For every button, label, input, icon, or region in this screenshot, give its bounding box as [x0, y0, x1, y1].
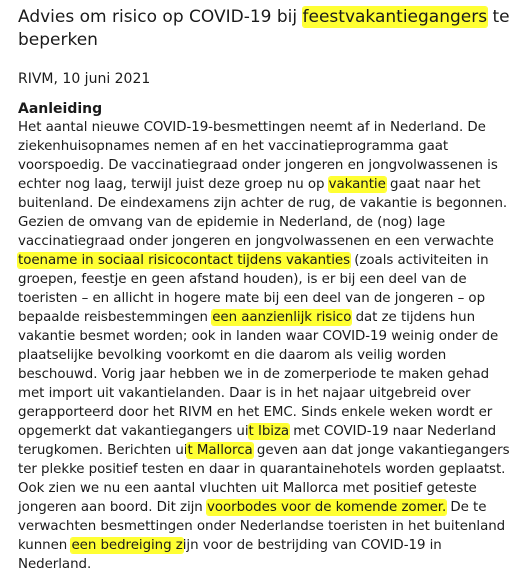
- body-text: (zoals activiteiten in: [350, 253, 489, 268]
- body-line: [18, 536, 518, 555]
- body-line: [18, 460, 518, 479]
- body-text: Het aantal nieuwe COVID-19-besmettingen neemt af in Nederland. De: [18, 120, 486, 135]
- body-text: opgemerkt dat vakantiegangers ui: [18, 424, 249, 439]
- body-text: buitenland. De eindexamens zijn achter de rug, de vakantie is begonnen.: [18, 196, 508, 211]
- body-line: [18, 479, 518, 498]
- body-text: bepaalde reisbestemmingen: [18, 310, 213, 325]
- body-line: [18, 365, 518, 384]
- body-line: [18, 403, 518, 422]
- title-line2: beperken: [18, 30, 98, 50]
- body-line: [18, 555, 518, 574]
- body-text: plaatselijke bevolking voorkomt en die daarom als veilig worden: [18, 348, 447, 363]
- body-text: vaccinatiegraad onder jongeren en jongvolwassenen en een verwachte: [18, 234, 494, 249]
- title-highlight: feestvakantiegangers: [302, 7, 488, 27]
- body-text: gerapporteerd door het RIVM en het EMC. Sinds enkele weken wordt er: [18, 405, 493, 420]
- body-line: [18, 308, 518, 327]
- body-line: [18, 137, 518, 156]
- body-line: [18, 517, 518, 536]
- title-part2: te: [487, 7, 510, 27]
- highlighted-text: voorbodes voor de komende zomer.: [206, 500, 447, 515]
- body-text: terugkomen. Berichten ui: [18, 443, 188, 458]
- body-line: [18, 498, 518, 517]
- body-text: kunnen: [18, 538, 72, 553]
- body-line: [18, 118, 518, 137]
- body-text: met import uit vakantielanden. Daar is in het najaar uitgebreid over: [18, 386, 471, 401]
- document-meta: RIVM, 10 juni 2021: [18, 71, 151, 87]
- highlighted-text: een bedreiging z: [71, 538, 183, 553]
- body-text: Ook zien we nu een aantal vluchten uit Mallorca met positief geteste: [18, 481, 477, 496]
- body-text: echter nog laag, terwijl juist deze groep nu op: [18, 177, 329, 192]
- body-text: jongeren aan boord. Dit zijn: [18, 500, 207, 515]
- document-title: [18, 6, 518, 52]
- body-text: De te: [446, 500, 487, 515]
- body-line: [18, 270, 518, 289]
- section-body: [18, 118, 518, 574]
- body-line: [18, 175, 518, 194]
- body-line: [18, 156, 518, 175]
- body-text: geven aan dat jonge vakantiegangers: [252, 443, 510, 458]
- body-text: ter plekke positief testen en daar in quarantainehotels worden geplaatst.: [18, 462, 506, 477]
- body-text: Nederland.: [18, 557, 92, 572]
- body-text: dat ze tijdens hun: [351, 310, 476, 325]
- body-line: [18, 384, 518, 403]
- body-text: voorspoedig. De vaccinatiegraad onder jongeren en jongvolwassenen is: [18, 158, 498, 173]
- section-heading: Aanleiding: [18, 101, 103, 117]
- body-text: ijn voor de bestrijding van COVID-19 in: [182, 538, 442, 553]
- body-line: [18, 232, 518, 251]
- body-text: met COVID-19 naar Nederland: [289, 424, 497, 439]
- body-text: verwachten besmettingen onder Nederlandse toeristen in het buitenland: [18, 519, 506, 534]
- body-text: ziekenhuisopnames nemen af en het vaccinatieprogramma gaat: [18, 139, 449, 154]
- body-line: [18, 441, 518, 460]
- body-text: Gezien de omvang van de epidemie in Nederland, de (nog) lage: [18, 215, 446, 230]
- body-text: beschouwd. Vorig jaar hebben we in de zomerperiode te maken gehad: [18, 367, 490, 382]
- body-line: [18, 327, 518, 346]
- highlighted-text: t Ibiza: [248, 424, 290, 439]
- body-line: [18, 213, 518, 232]
- body-line: [18, 194, 518, 213]
- highlighted-text: een aanzienlijk risico: [212, 310, 352, 325]
- title-part1: Advies om risico op COVID-19 bij: [18, 7, 303, 27]
- body-line: [18, 346, 518, 365]
- body-line: [18, 289, 518, 308]
- body-text: toeristen – en allicht in hogere mate bij een deel van de jongeren – op: [18, 291, 486, 306]
- highlighted-text: vakantie: [328, 177, 386, 192]
- body-text: gaat naar het: [385, 177, 481, 192]
- body-text: vakantie besmet worden; ook in landen waar COVID-19 weinig onder de: [18, 329, 499, 344]
- highlighted-text: t Mallorca: [187, 443, 253, 458]
- highlighted-text: toename in sociaal risicocontact tijdens vakanties: [18, 253, 351, 268]
- body-text: groepen, feestje en geen afstand houden), is er bij een deel van de: [18, 272, 467, 287]
- body-line: [18, 251, 518, 270]
- body-line: [18, 422, 518, 441]
